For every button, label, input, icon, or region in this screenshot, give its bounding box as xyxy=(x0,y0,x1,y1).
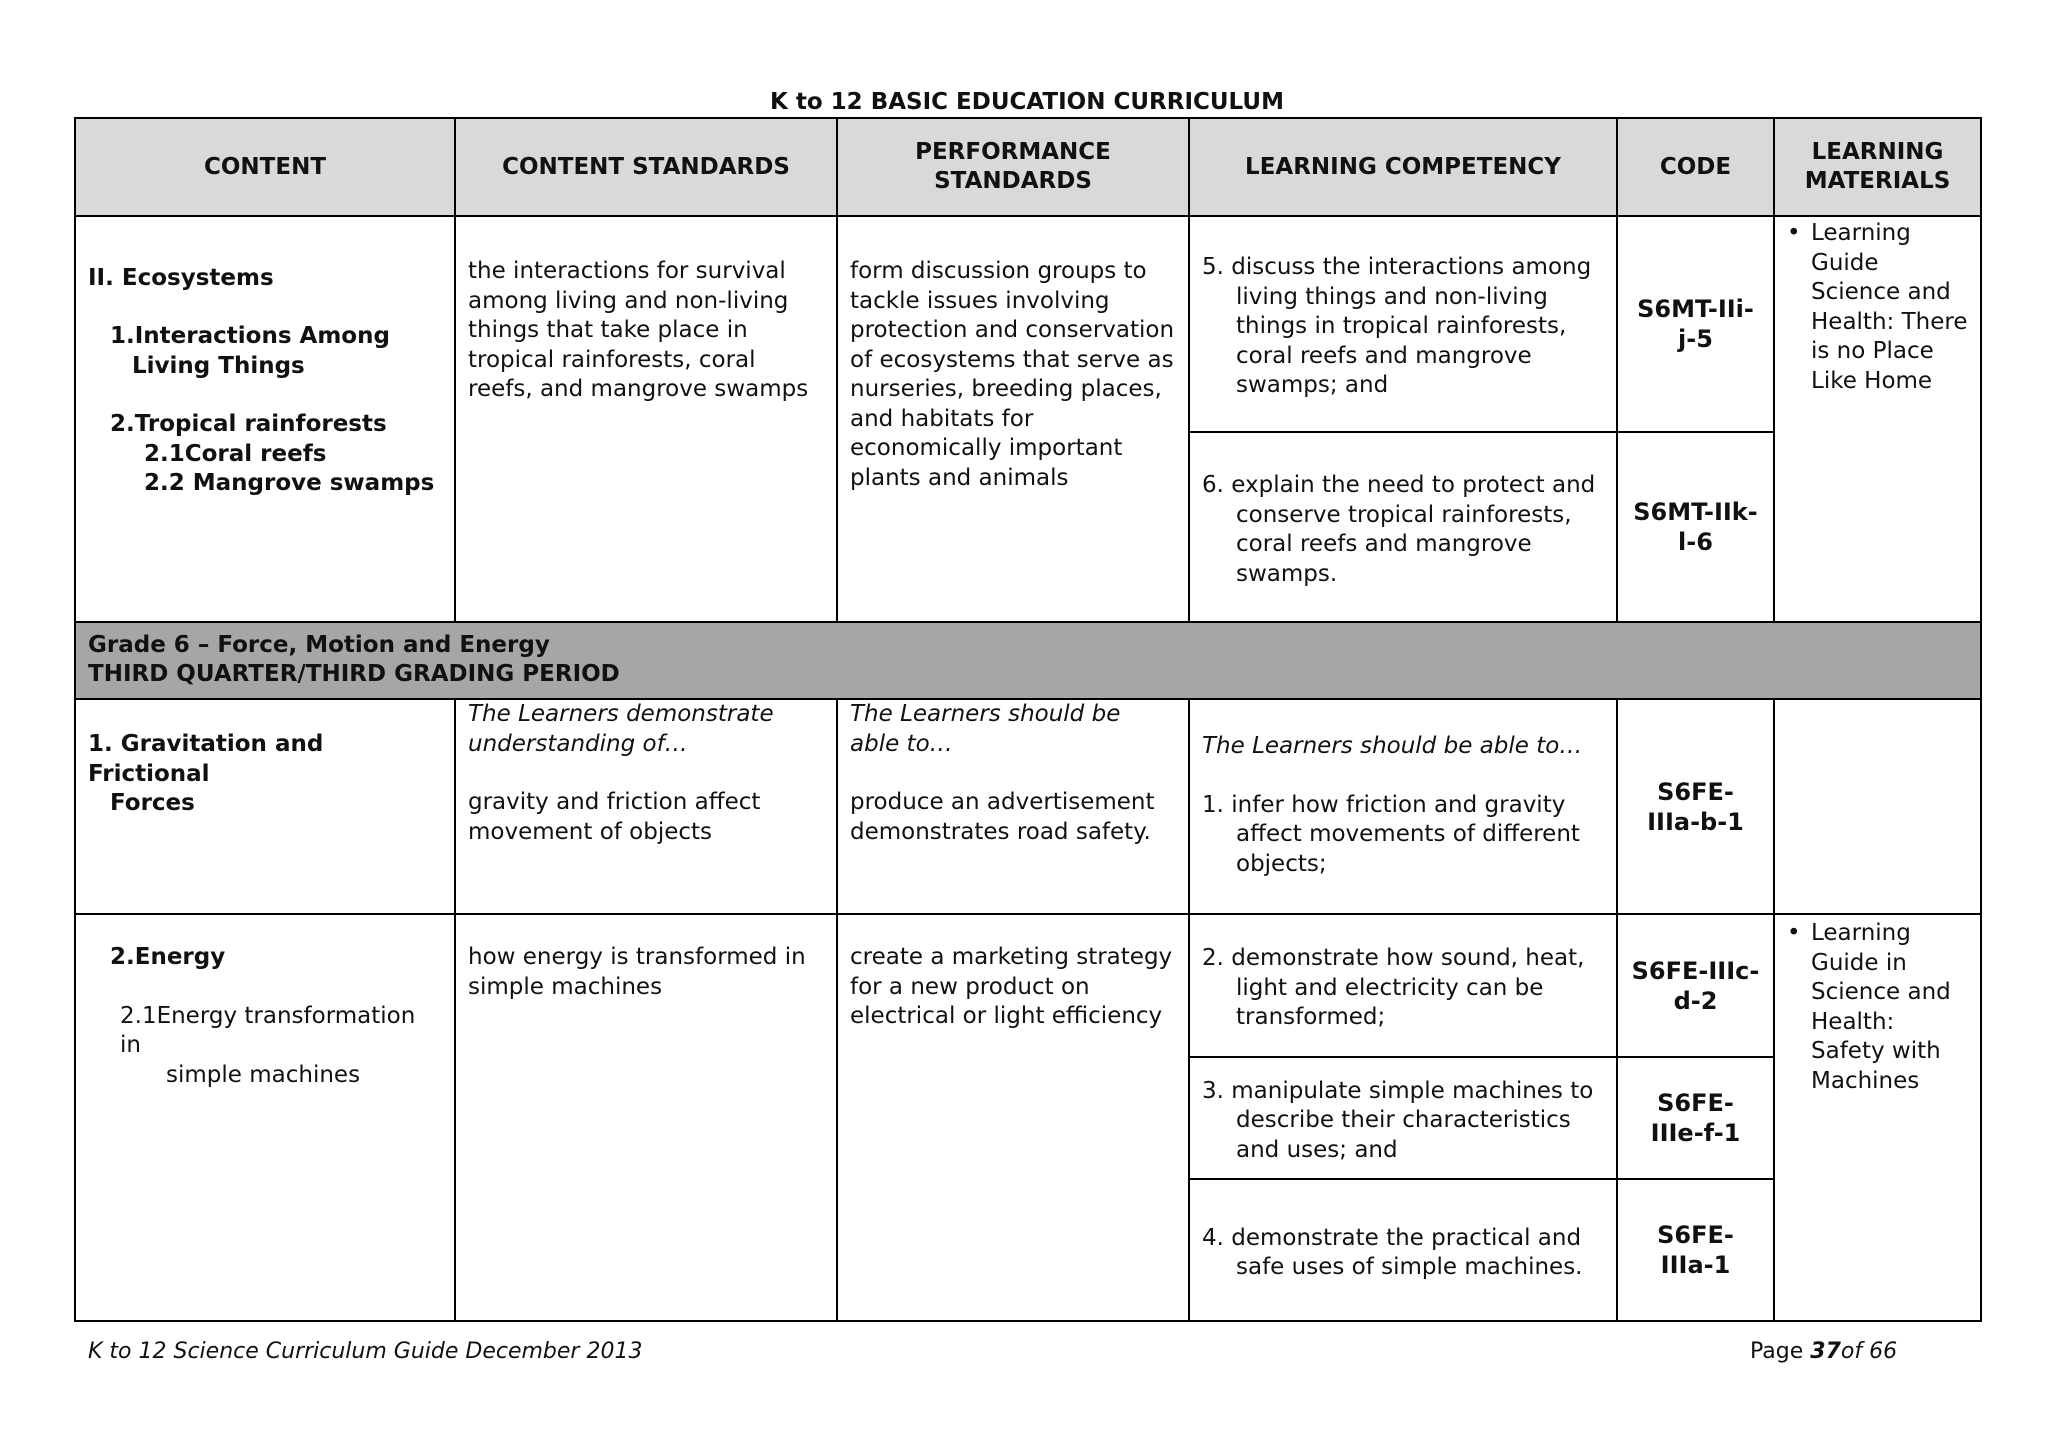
grade-cell xyxy=(75,622,1981,699)
ecosystems-sub1-line2: Living Things xyxy=(132,352,305,379)
energy-row-1 xyxy=(75,914,1981,1057)
gravitation-performance-standard-cell xyxy=(837,699,1189,914)
gravitation-code-1-line1: S6FE- xyxy=(1657,777,1734,806)
energy-code-3-line2: IIIe-f-1 xyxy=(1650,1119,1741,1147)
ecosystems-content-standard: the interactions for survival among living and non-living things that take place in tropical rainforests, coral reefs, and mangrove swamps xyxy=(468,258,809,402)
energy-heading: 2.Energy xyxy=(110,944,226,970)
gravitation-material-cell xyxy=(1774,699,1981,914)
ecosystems-performance-standard: form discussion groups to tackle issues involving protection and conservation of ecosystems that serve as nurseries, breeding places, and habitats for economically important plants and animals xyxy=(850,258,1175,491)
gravitation-lc-intro: The Learners should be able to… xyxy=(1202,733,1583,759)
ecosystems-row-1 xyxy=(75,216,1981,432)
header-learning-materials-line1: LEARNING xyxy=(1811,139,1944,165)
ecosystems-performance-standard-cell xyxy=(837,216,1189,622)
footer-page-number xyxy=(1750,1338,1897,1366)
energy-material-item xyxy=(1787,919,1968,1096)
energy-material-cell xyxy=(1774,914,1981,1321)
footer-page-current: 37 xyxy=(1810,1339,1841,1364)
gravitation-cs-intro: The Learners demonstrate understanding of… xyxy=(468,701,774,757)
ecosystems-code-6-cell xyxy=(1617,432,1774,622)
energy-code-2-line2: d-2 xyxy=(1673,986,1718,1015)
ecosystems-code-6-line2: l-6 xyxy=(1678,528,1713,556)
ecosystems-content-cell xyxy=(75,216,455,622)
energy-competency-2: 2. demonstrate how sound, heat, light and electricity can be transformed; xyxy=(1202,945,1585,1031)
gravitation-code-cell xyxy=(1617,699,1774,914)
gravitation-content-line2: Forces xyxy=(110,790,195,816)
energy-performance-standard: create a marketing strategy for a new product on electrical or light efficiency xyxy=(850,944,1173,1029)
ecosystems-material: Learning Guide Science and Health: There is no Place Like Home xyxy=(1811,220,1968,394)
header-learning-materials xyxy=(1774,118,1981,216)
ecosystems-sub2-1: 2.1Coral reefs xyxy=(144,440,327,467)
footer-page-prefix: Page xyxy=(1750,1339,1811,1364)
gravitation-content-cell xyxy=(75,699,455,914)
gravitation-content-standard-cell xyxy=(455,699,837,914)
energy-competency-4: 4. demonstrate the practical and safe uses of simple machines. xyxy=(1202,1224,1583,1280)
header-performance-standards-line1: PERFORMANCE xyxy=(915,139,1111,165)
energy-competency-4-cell xyxy=(1189,1179,1617,1321)
energy-code-3-line1: S6FE- xyxy=(1657,1089,1734,1117)
ecosystems-competency-5-cell xyxy=(1189,216,1617,432)
ecosystems-content-standard-cell xyxy=(455,216,837,622)
grade-line1: Grade 6 – Force, Motion and Energy xyxy=(88,632,550,658)
header-content: CONTENT xyxy=(75,118,455,216)
gravitation-competency-1: 1. infer how friction and gravity affect movements of different objects; xyxy=(1202,791,1580,877)
ecosystems-material-item xyxy=(1787,219,1968,396)
curriculum-table xyxy=(74,117,1982,1322)
ecosystems-material-cell xyxy=(1774,216,1981,622)
ecosystems-heading: II. Ecosystems xyxy=(88,264,274,291)
ecosystems-code-6-line1: S6MT-IIk- xyxy=(1633,498,1758,526)
header-learning-materials-line2: MATERIALS xyxy=(1804,168,1951,194)
gravitation-cs-text: gravity and friction affect movement of objects xyxy=(468,789,761,845)
energy-code-2-line1: S6FE-IIIc- xyxy=(1631,956,1760,985)
energy-material: Learning Guide in Science and Health: Safety with Machines xyxy=(1811,920,1951,1094)
header-code: CODE xyxy=(1617,118,1774,216)
ecosystems-competency-6: 6. explain the need to protect and conserve tropical rainforests, coral reefs and mangrove swamps. xyxy=(1202,472,1596,587)
gravitation-code-1-line2: IIIa-b-1 xyxy=(1647,807,1744,836)
header-performance-standards xyxy=(837,118,1189,216)
header-content-standards: CONTENT STANDARDS xyxy=(455,118,837,216)
energy-code-2-cell xyxy=(1617,914,1774,1057)
gravitation-content-line1: 1. Gravitation and Frictional xyxy=(88,731,324,787)
header-performance-standards-line2: STANDARDS xyxy=(934,168,1092,194)
bullet-icon: • xyxy=(1787,920,1801,946)
ecosystems-sub2: 2.Tropical rainforests xyxy=(110,411,387,437)
energy-sub-line1: 2.1Energy transformation in xyxy=(120,1002,416,1058)
footer-page-total: of 66 xyxy=(1840,1339,1898,1364)
energy-performance-standard-cell xyxy=(837,914,1189,1321)
gravitation-ps-intro: The Learners should be able to… xyxy=(850,701,1121,757)
energy-content-cell xyxy=(75,914,455,1321)
grade-row xyxy=(75,622,1981,699)
ecosystems-sub2-2: 2.2 Mangrove swamps xyxy=(144,470,435,496)
ecosystems-code-5-line1: S6MT-IIi- xyxy=(1637,295,1754,323)
energy-competency-2-cell xyxy=(1189,914,1617,1057)
energy-content-standard-cell xyxy=(455,914,837,1321)
grade-line2: THIRD QUARTER/THIRD GRADING PERIOD xyxy=(88,661,620,687)
energy-content-standard: how energy is transformed in simple machines xyxy=(468,944,806,1000)
energy-sub-line2: simple machines xyxy=(166,1061,361,1088)
ecosystems-competency-5: 5. discuss the interactions among living things and non-living things in tropical rainforests, coral reefs and mangrove swamps; and xyxy=(1202,254,1592,399)
energy-code-4-cell xyxy=(1617,1179,1774,1321)
header-row xyxy=(75,118,1981,216)
footer-guide-title: K to 12 Science Curriculum Guide December 2013 xyxy=(88,1339,643,1364)
energy-competency-3: 3. manipulate simple machines to describe their characteristics and uses; and xyxy=(1202,1077,1594,1163)
ecosystems-competency-6-cell xyxy=(1189,432,1617,622)
ecosystems-sub1-line1: 1.Interactions Among xyxy=(110,323,390,349)
gravitation-row xyxy=(75,699,1981,914)
ecosystems-code-5-cell xyxy=(1617,216,1774,432)
bullet-icon: • xyxy=(1787,220,1801,246)
gravitation-competency-cell xyxy=(1189,699,1617,914)
header-learning-competency: LEARNING COMPETENCY xyxy=(1189,118,1617,216)
energy-competency-3-cell xyxy=(1189,1057,1617,1179)
ecosystems-code-5-line2: j-5 xyxy=(1678,325,1713,353)
energy-code-3-cell xyxy=(1617,1057,1774,1179)
gravitation-ps-text: produce an advertisement demonstrates road safety. xyxy=(850,789,1155,845)
document-title: K to 12 BASIC EDUCATION CURRICULUM xyxy=(770,89,1284,115)
energy-code-4-line2: IIIa-1 xyxy=(1660,1251,1731,1279)
energy-code-4-line1: S6FE- xyxy=(1657,1221,1734,1249)
